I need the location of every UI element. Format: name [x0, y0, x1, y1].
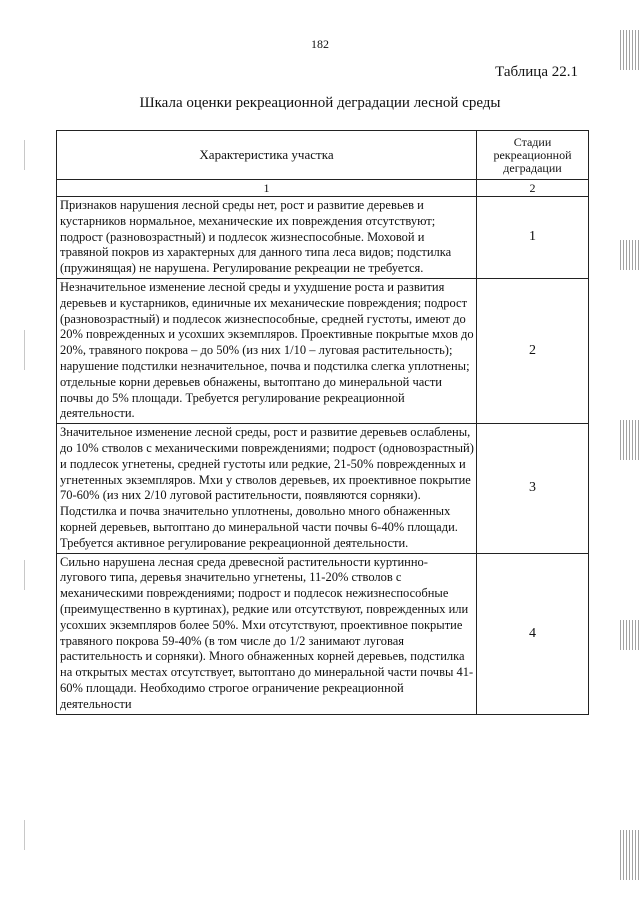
row-description: Сильно нарушена лесная среда древесной растительности куртинно-лугового типа, деревья значительно угнетены, 11-20% стволов с механическими повреждениями; подрост и подлесок нежизнеспособные (преимущественно в куртинах), редкие или отсутствуют, поврежденных или усохших экземпляров более 50%. Мхи отсутствуют, проективное покрытие травяного покрова 59-40% (в том числе до 1/2 занимают луговая растительность и сорняки). Много обнаженных корней деревьев, подстилка на открытых местах отсутствует, вытоптано до минеральной части почвы 41-60% площади. Необходимо строгое ограничение рекреационной деятельности	[57, 553, 477, 714]
row-stage: 3	[477, 424, 589, 553]
scan-edge-artifact	[620, 620, 640, 650]
table-row	[57, 553, 589, 714]
row-stage: 4	[477, 553, 589, 714]
row-stage: 2	[477, 278, 589, 423]
scan-margin-line	[24, 820, 25, 850]
scan-margin-line	[24, 560, 25, 590]
scan-edge-artifact	[620, 830, 640, 880]
page-number: 182	[311, 37, 329, 51]
column-number-row	[57, 180, 589, 197]
row-description: Незначительное изменение лесной среды и ухудшение роста и развития деревьев и кустарников, единичные их механические повреждения; подрост (разновозрастный) и подлесок жизнеспособные, средней густоты, имеют до 20% поврежденных и усохших экземпляров. Проективные покрытые мхов до 20%, травяного покрова – до 50% (из них 1/10 – луговая растительность); нарушение подстилки незначительное, почва и подстилка слегка уплотнены; отдельные корни деревьев обнажены, вытоптано до минеральной части почвы до 5% площади. Требуется регулирование рекреационной деятельности.	[57, 278, 477, 423]
row-description: Признаков нарушения лесной среды нет, рост и развитие деревьев и кустарников нормальное, механические их повреждения отсутствуют; подрост (разновозрастный) и подлесок жизнеспособные. Моховой и травяной покров из характерных для данного типа леса видов; подстилка (пружинящая) не нарушена. Регулирование рекреации не требуется.	[57, 197, 477, 279]
scan-edge-artifact	[620, 420, 640, 460]
table-row	[57, 278, 589, 423]
table-header-row	[57, 131, 589, 180]
scan-margin-line	[24, 330, 25, 370]
header-stage: Стадии рекреационной деградации	[477, 131, 589, 180]
table-label: Таблица 22.1	[495, 64, 578, 80]
table-row	[57, 197, 589, 279]
table-row	[57, 424, 589, 553]
degradation-scale-table	[56, 130, 589, 715]
header-characteristic: Характеристика участка	[57, 131, 477, 180]
column-number: 1	[57, 180, 477, 197]
scan-margin-line	[24, 140, 25, 170]
column-number: 2	[477, 180, 589, 197]
row-description: Значительное изменение лесной среды, рост и развитие деревьев ослаблены, до 10% стволов с механическими повреждениями; подрост (одновозрастный) и подлесок угнетены, средней густоты или редкие, 21-50% поврежденных и угнетенных экземпляров. Мхи у стволов деревьев, их проективное покрытие 70-60% (из них 2/10 луговой растительности, появляются сорняки). Подстилка и почва значительно уплотнены, довольно много обнаженных корней деревьев, вытоптано до минеральной части почвы 6-40% площади. Требуется активное регулирование рекреационной деятельности.	[57, 424, 477, 553]
row-stage: 1	[477, 197, 589, 279]
document-title: Шкала оценки рекреационной деградации лесной среды	[139, 95, 501, 111]
scan-edge-artifact	[620, 240, 640, 270]
